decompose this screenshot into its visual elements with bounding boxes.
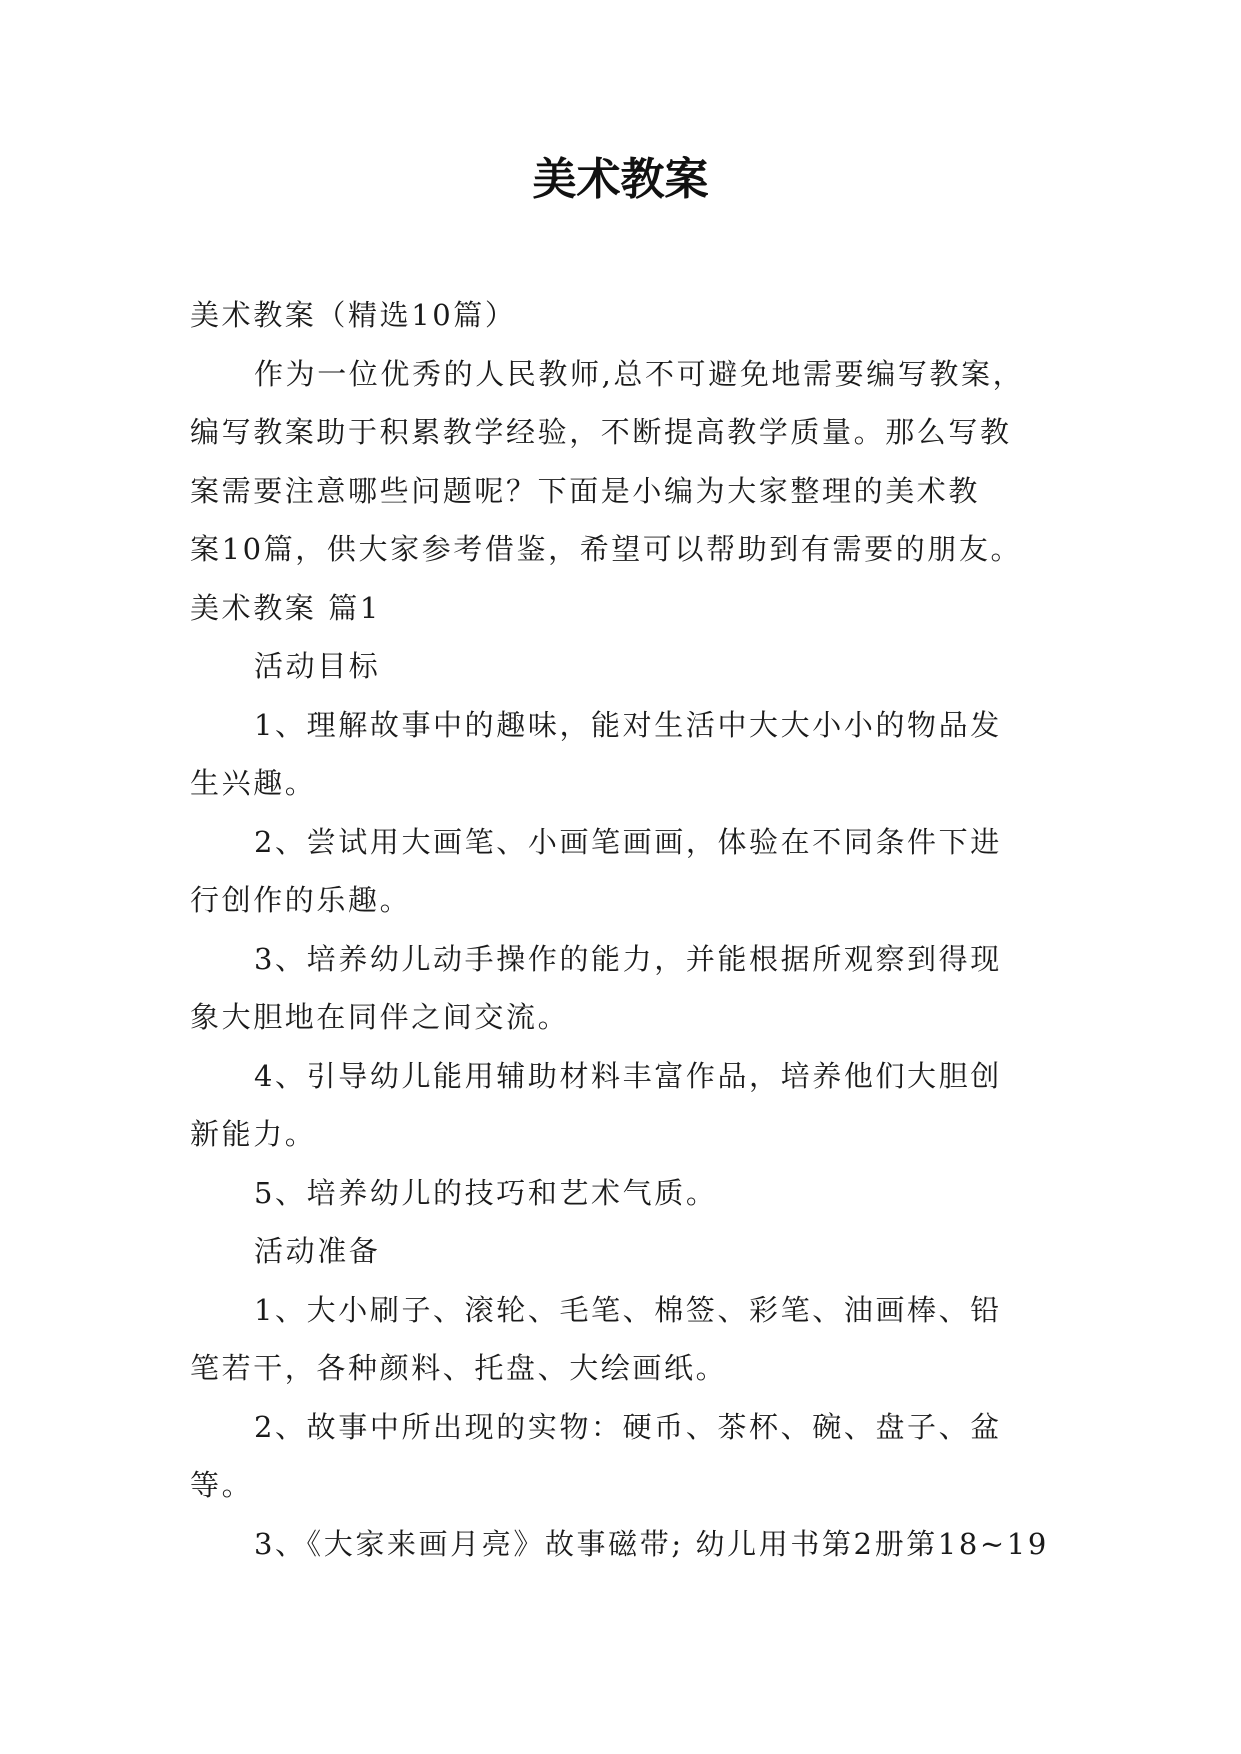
text-line: 美术教案（精选10篇） — [190, 298, 517, 332]
text-line: 3、培养幼儿动手操作的能力，并能根据所观察到得现 — [254, 941, 1002, 976]
text-line: 5、培养幼儿的技巧和艺术气质。 — [254, 1175, 718, 1210]
text-line: 3、《大家来画月亮》故事磁带; 幼儿用书第2册第18~19 — [254, 1526, 1049, 1561]
text-line: 活动准备 — [254, 1234, 381, 1268]
text-line: 生兴趣。 — [190, 766, 317, 800]
document-title: 美术教案 — [532, 154, 709, 205]
text-line: 4、引导幼儿能用辅助材料丰富作品，培养他们大胆创 — [254, 1058, 1002, 1093]
text-line: 行创作的乐趣。 — [190, 883, 412, 917]
text-line: 笔若干，各种颜料、托盘、大绘画纸。 — [190, 1351, 728, 1385]
text-line: 美术教案 篇1 — [190, 590, 381, 625]
document-body — [190, 286, 1060, 1573]
text-line: 新能力。 — [190, 1117, 317, 1151]
text-line: 2、尝试用大画笔、小画笔画画，体验在不同条件下进 — [254, 824, 1002, 859]
text-line: 1、大小刷子、滚轮、毛笔、棉签、彩笔、油画棒、铅 — [254, 1292, 1002, 1327]
text-line: 案10篇，供大家参考借鉴，希望可以帮助到有需要的朋友。 — [190, 532, 1023, 566]
text-line: 2、故事中所出现的实物：硬币、茶杯、碗、盘子、盆 — [254, 1409, 1002, 1444]
text-line: 编写教案助于积累教学经验，不断提高教学质量。那么写教 — [190, 415, 1012, 449]
text-line: 案需要注意哪些问题呢？下面是小编为大家整理的美术教 — [190, 473, 981, 508]
text-line: 活动目标 — [254, 649, 381, 683]
text-line: 1、理解故事中的趣味，能对生活中大大小小的物品发 — [254, 707, 1002, 742]
text-line: 象大胆地在同伴之间交流。 — [190, 1000, 570, 1034]
text-line: 作为一位优秀的人民教师,总不可避免地需要编写教案， — [254, 356, 1025, 391]
text-line: 等。 — [190, 1468, 254, 1502]
